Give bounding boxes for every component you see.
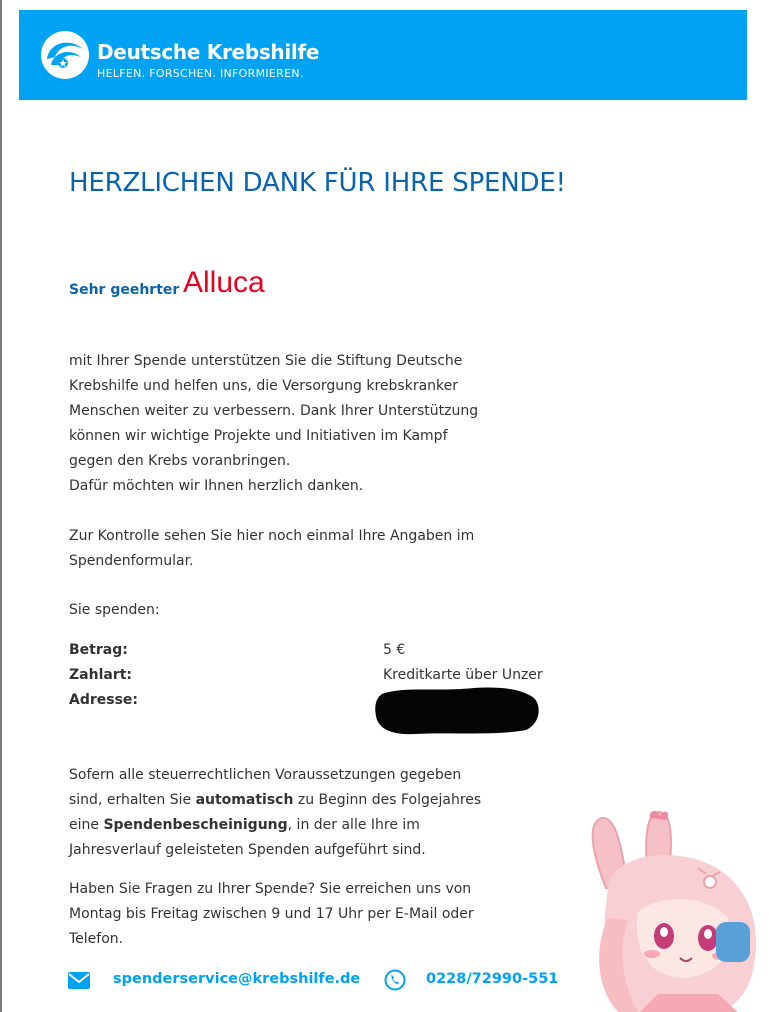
- text-span: eine: [69, 817, 104, 833]
- text-line: Spendenformular.: [69, 553, 194, 569]
- text-line: [69, 788, 481, 813]
- amount-label: Betrag:: [69, 642, 128, 658]
- text-line: mit Ihrer Spende unterstützen Sie die Stiftung Deutsche: [69, 353, 463, 369]
- text-span: zu Beginn des Folgejahres: [293, 792, 482, 808]
- text-line: Jahresverlauf geleisteten Spenden aufgeführt sind.: [69, 842, 426, 858]
- email-link[interactable]: spenderservice@krebshilfe.de: [113, 971, 361, 987]
- page-title: HERZLICHEN DANK FÜR IHRE SPENDE!: [69, 168, 566, 198]
- text-line: gegen den Krebs voranbringen.: [69, 453, 291, 469]
- you-donate-label: Sie spenden:: [69, 602, 160, 618]
- automatic-emphasis: automatisch: [195, 792, 294, 808]
- text-line: Krebshilfe und helfen uns, die Versorgung krebskranker: [69, 378, 459, 394]
- address-redaction: [374, 684, 542, 736]
- payment-method-value: Kreditkarte über Unzer: [383, 667, 543, 683]
- envelope-icon: [68, 972, 90, 989]
- text-span: , in der alle Ihre im: [287, 817, 420, 833]
- text-line: Telefon.: [69, 931, 124, 947]
- text-line: Zur Kontrolle sehen Sie hier noch einmal Ihre Angaben im: [69, 528, 475, 544]
- text-span: sind, erhalten Sie: [69, 792, 196, 808]
- text-line: können wir wichtige Projekte und Initiativen im Kampf: [69, 428, 448, 444]
- anime-mascot-sticker: [588, 808, 769, 1012]
- salutation: Sehr geehrter: [69, 282, 180, 298]
- text-line: Dafür möchten wir Ihnen herzlich danken.: [69, 478, 364, 494]
- control-paragraph: [69, 524, 474, 574]
- receipt-emphasis: Spendenbescheinigung: [103, 817, 288, 833]
- payment-method-label: Zahlart:: [69, 667, 133, 683]
- text-line: Montag bis Freitag zwischen 9 und 17 Uhr per E-Mail oder: [69, 906, 474, 922]
- window-edge: [0, 0, 2, 1012]
- logo-tagline: HELFEN. FORSCHEN. INFORMIEREN.: [97, 67, 304, 80]
- phone-icon: [384, 969, 406, 991]
- krebshilfe-logo-icon: [39, 29, 91, 81]
- amount-value: 5 €: [383, 642, 406, 658]
- text-line: Sofern alle steuerrechtlichen Voraussetzungen gegeben: [69, 767, 462, 783]
- phone-link[interactable]: 0228/72990-551: [426, 971, 559, 987]
- address-label: Adresse:: [69, 692, 139, 708]
- brand-header: [19, 10, 747, 100]
- recipient-name-handwritten: Alluca: [183, 266, 265, 299]
- logo-name: Deutsche Krebshilfe: [97, 40, 320, 64]
- text-line: Menschen weiter zu verbessern. Dank Ihrer Unterstützung: [69, 403, 479, 419]
- intro-paragraph: [69, 349, 478, 499]
- questions-paragraph: [69, 877, 474, 952]
- text-line: [69, 813, 481, 838]
- text-line: Haben Sie Fragen zu Ihrer Spende? Sie erreichen uns von: [69, 881, 472, 897]
- tax-paragraph: [69, 763, 481, 863]
